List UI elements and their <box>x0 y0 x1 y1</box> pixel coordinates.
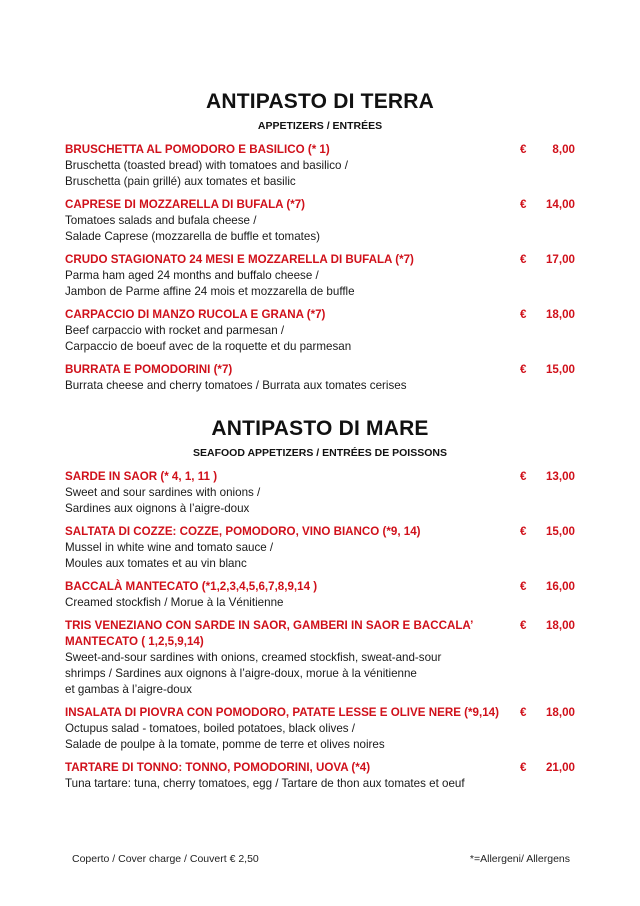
item-description: Sweet and sour sardines with onions / Sardines aux oignons à l’aigre-doux <box>65 486 261 515</box>
section-subtitle: SEAFOOD APPETIZERS / ENTRÉES DE POISSONS <box>193 447 447 459</box>
item-description: Tomatoes salads and bufala cheese / Salade Caprese (mozzarella de buffle et tomates) <box>65 214 320 243</box>
menu-item <box>65 705 575 753</box>
item-name: SARDE IN SAOR (* 4, 1, 11 ) <box>65 470 218 483</box>
currency: € <box>520 143 527 156</box>
price-value: 15,00 <box>545 525 575 538</box>
item-name: BURRATA E POMODORINI (*7) <box>65 363 233 376</box>
item-price <box>520 705 575 721</box>
item-name: INSALATA DI PIOVRA CON POMODORO, PATATE LESSE E OLIVE NERE (*9,14) <box>65 706 499 719</box>
menu-item <box>65 197 575 245</box>
section-title: ANTIPASTO DI MARE <box>211 417 429 440</box>
currency: € <box>520 308 527 321</box>
item-price <box>520 307 575 323</box>
currency: € <box>520 198 527 211</box>
currency: € <box>520 580 527 593</box>
menu-item <box>65 469 575 517</box>
item-description: Creamed stockfish / Morue à la Vénitienne <box>65 596 284 609</box>
currency: € <box>520 363 527 376</box>
currency: € <box>520 525 527 538</box>
menu-item <box>65 579 575 611</box>
menu-items <box>0 142 640 394</box>
item-price <box>520 142 575 158</box>
item-name: BACCALÀ MANTECATO (*1,2,3,4,5,6,7,8,9,14 ) <box>65 580 318 593</box>
menu-item <box>65 618 575 698</box>
section-title: ANTIPASTO DI TERRA <box>206 90 434 113</box>
currency: € <box>520 470 527 483</box>
item-price <box>520 524 575 540</box>
item-description: Bruschetta (toasted bread) with tomatoes and basilico / Bruschetta (pain grillé) aux tomates et basilic <box>65 159 348 188</box>
item-price <box>520 469 575 485</box>
item-price <box>520 760 575 776</box>
item-name: CAPRESE DI MOZZARELLA DI BUFALA (*7) <box>65 198 306 211</box>
item-price <box>520 197 575 213</box>
menu-item <box>65 252 575 300</box>
allergens-note: *=Allergeni/ Allergens <box>469 853 570 865</box>
item-name: TRIS VENEZIANO CON SARDE IN SAOR, GAMBERI IN SAOR E BACCALA’ MANTECATO ( 1,2,5,9,14) <box>65 619 474 648</box>
item-name: TARTARE DI TONNO: TONNO, POMODORINI, UOVA (*4) <box>65 761 371 774</box>
item-name: CRUDO STAGIONATO 24 MESI E MOZZARELLA DI BUFALA (*7) <box>65 253 414 266</box>
item-name: BRUSCHETTA AL POMODORO E BASILICO (* 1) <box>65 143 330 156</box>
section-subtitle: APPETIZERS / ENTRÉES <box>257 120 383 132</box>
menu-item <box>65 524 575 572</box>
currency: € <box>520 761 527 774</box>
price-value: 13,00 <box>545 470 575 483</box>
price-value: 18,00 <box>545 706 575 719</box>
currency: € <box>520 706 527 719</box>
item-description: Octupus salad - tomatoes, boiled potatoes, black olives / Salade de poulpe à la tomate, pomme de terre et olives noires <box>65 722 385 751</box>
price-value: 18,00 <box>545 619 575 632</box>
item-price <box>520 362 575 378</box>
price-value: 17,00 <box>545 253 575 266</box>
item-description: Parma ham aged 24 months and buffalo cheese / Jambon de Parme affine 24 mois et mozzarella de buffle <box>65 269 355 298</box>
section-terra <box>0 90 640 401</box>
price-value: 8,00 <box>552 143 575 156</box>
section-mare <box>0 417 640 799</box>
item-price <box>520 618 575 634</box>
price-value: 21,00 <box>545 761 575 774</box>
item-description: Beef carpaccio with rocket and parmesan / Carpaccio de boeuf avec de la roquette et du parmesan <box>65 324 352 353</box>
menu-item <box>65 142 575 190</box>
item-description: Sweet-and-sour sardines with onions, creamed stockfish, sweat-and-sour shrimps / Sardines aux oignons à l’aigre-doux, morue à la vénitienne et gambas à l’aigre-doux <box>65 651 442 696</box>
menu-items <box>0 469 640 792</box>
price-value: 14,00 <box>545 198 575 211</box>
item-description: Mussel in white wine and tomato sauce / Moules aux tomates et au vin blanc <box>65 541 274 570</box>
menu-item <box>65 307 575 355</box>
item-price <box>520 579 575 595</box>
currency: € <box>520 253 527 266</box>
menu-item <box>65 760 575 792</box>
menu-item <box>65 362 575 394</box>
cover-charge: Coperto / Cover charge / Couvert € 2,50 <box>72 853 259 865</box>
price-value: 15,00 <box>545 363 575 376</box>
item-name: CARPACCIO DI MANZO RUCOLA E GRANA (*7) <box>65 308 326 321</box>
item-description: Tuna tartare: tuna, cherry tomatoes, egg / Tartare de thon aux tomates et oeuf <box>65 777 465 790</box>
price-value: 18,00 <box>545 308 575 321</box>
currency: € <box>520 619 527 632</box>
price-value: 16,00 <box>545 580 575 593</box>
item-name: SALTATA DI COZZE: COZZE, POMODORO, VINO BIANCO (*9, 14) <box>65 525 421 538</box>
item-description: Burrata cheese and cherry tomatoes / Burrata aux tomates cerises <box>65 379 407 392</box>
item-price <box>520 252 575 268</box>
